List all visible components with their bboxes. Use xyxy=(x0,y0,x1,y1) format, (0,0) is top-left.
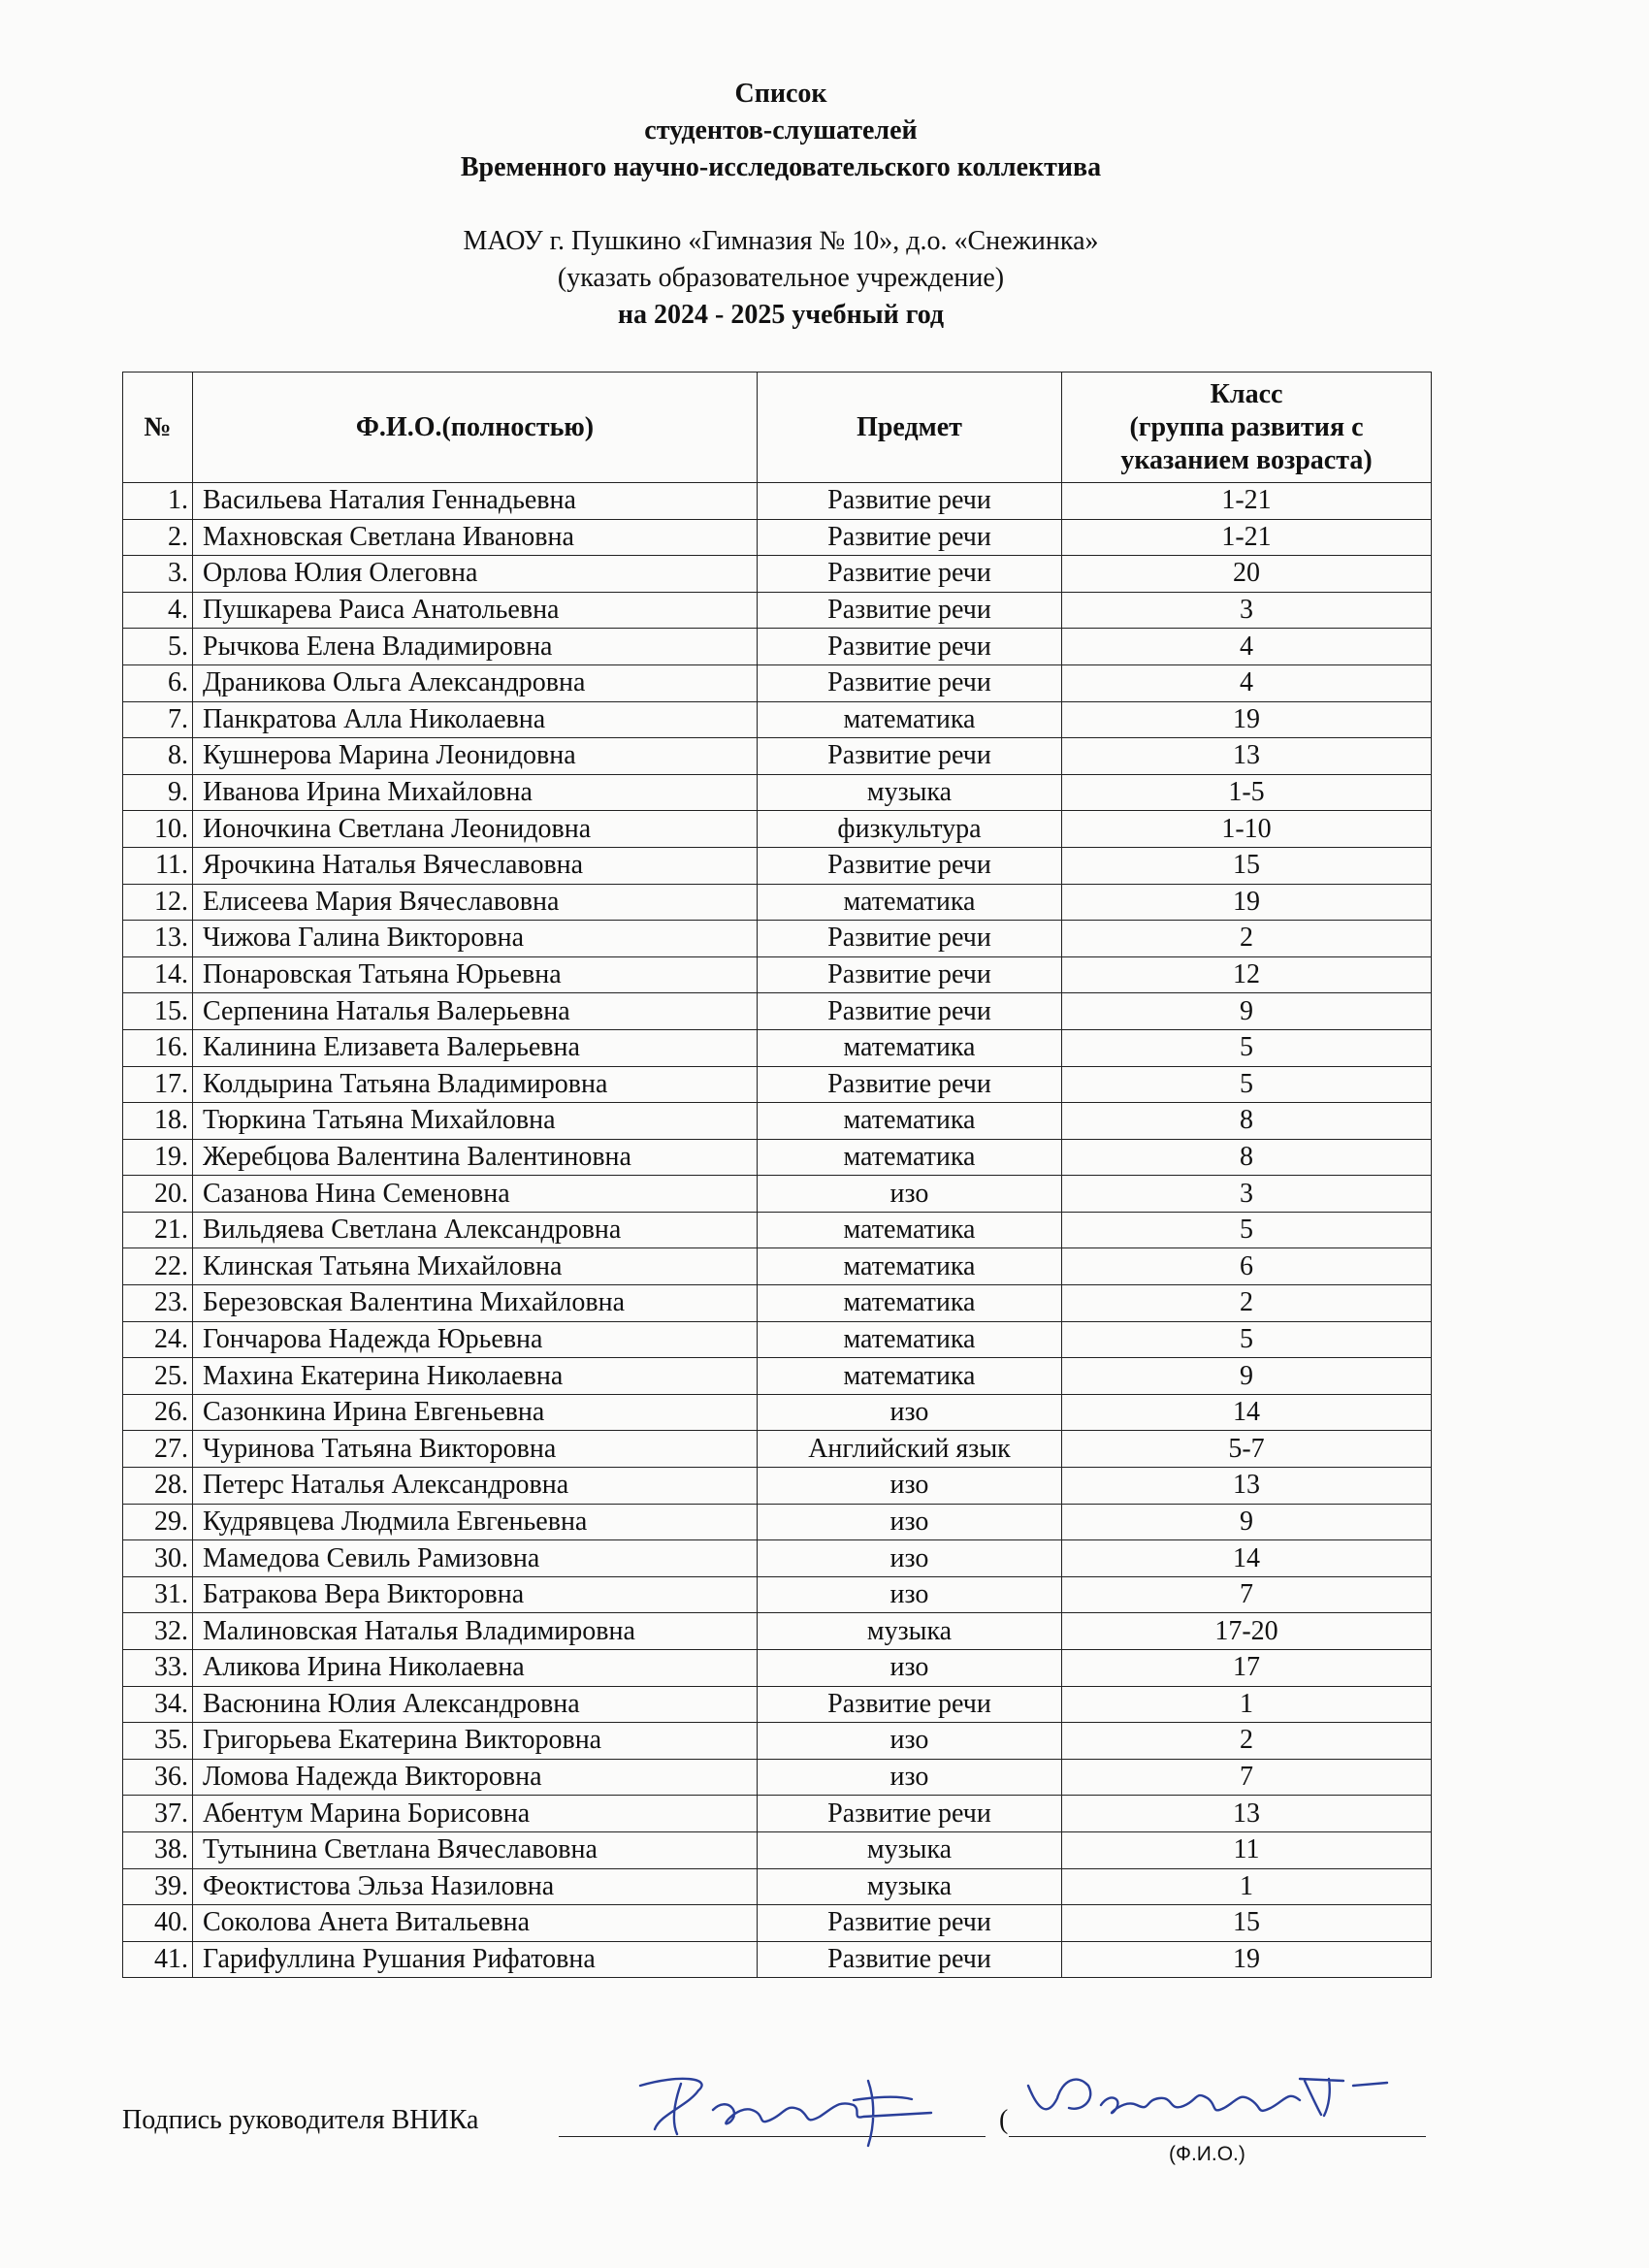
row-number: 40. xyxy=(123,1905,193,1942)
row-class: 14 xyxy=(1062,1540,1432,1577)
row-class: 8 xyxy=(1062,1103,1432,1140)
row-class: 15 xyxy=(1062,847,1432,884)
table-header-row xyxy=(123,373,1432,483)
table-row xyxy=(123,1139,1432,1176)
table-row xyxy=(123,738,1432,775)
row-number: 22. xyxy=(123,1248,193,1285)
row-subject: Развитие речи xyxy=(758,956,1062,993)
row-number: 36. xyxy=(123,1759,193,1796)
handwritten-signature xyxy=(621,2057,951,2154)
row-number: 23. xyxy=(123,1285,193,1322)
table-row xyxy=(123,1103,1432,1140)
row-fullname: Гончарова Надежда Юрьевна xyxy=(193,1321,758,1358)
row-fullname: Григорьева Екатерина Викторовна xyxy=(193,1723,758,1760)
row-fullname: Серпенина Наталья Валерьевна xyxy=(193,993,758,1030)
row-fullname: Махина Екатерина Николаевна xyxy=(193,1358,758,1395)
row-class: 3 xyxy=(1062,1176,1432,1213)
table-row xyxy=(123,1613,1432,1650)
row-number: 28. xyxy=(123,1468,193,1505)
row-subject: математика xyxy=(758,1212,1062,1248)
row-class: 12 xyxy=(1062,956,1432,993)
table-row xyxy=(123,556,1432,593)
table-row xyxy=(123,847,1432,884)
row-subject: изо xyxy=(758,1723,1062,1760)
col-header-class-title: Класс xyxy=(1210,378,1283,409)
row-fullname: Соколова Анета Витальевна xyxy=(193,1905,758,1942)
handwritten-name xyxy=(1009,2061,1426,2139)
row-subject: изо xyxy=(758,1576,1062,1613)
table-row xyxy=(123,993,1432,1030)
row-subject: математика xyxy=(758,1321,1062,1358)
row-fullname: Драникова Ольга Александровна xyxy=(193,664,758,701)
row-number: 4. xyxy=(123,592,193,629)
row-number: 19. xyxy=(123,1139,193,1176)
table-row xyxy=(123,1504,1432,1540)
table-row xyxy=(123,1394,1432,1431)
doc-subtitle-students: студентов-слушателей xyxy=(644,115,918,146)
row-number: 10. xyxy=(123,811,193,848)
table-row xyxy=(123,811,1432,848)
row-subject: изо xyxy=(758,1540,1062,1577)
row-subject: математика xyxy=(758,701,1062,738)
row-number: 6. xyxy=(123,664,193,701)
name-paren: ( xyxy=(999,2105,1009,2135)
row-class: 3 xyxy=(1062,592,1432,629)
row-class: 13 xyxy=(1062,1468,1432,1505)
row-fullname: Малиновская Наталья Владимировна xyxy=(193,1613,758,1650)
row-fullname: Клинская Татьяна Михайловна xyxy=(193,1248,758,1285)
row-subject: изо xyxy=(758,1394,1062,1431)
row-class: 5 xyxy=(1062,1212,1432,1248)
row-subject: математика xyxy=(758,1285,1062,1322)
row-subject: музыка xyxy=(758,1868,1062,1905)
table-row xyxy=(123,483,1432,520)
row-subject: математика xyxy=(758,884,1062,921)
table-row xyxy=(123,1796,1432,1832)
table-row xyxy=(123,1905,1432,1942)
institution-note: (указать образовательное учреждение) xyxy=(557,263,1005,293)
row-subject: Развитие речи xyxy=(758,1796,1062,1832)
row-number: 34. xyxy=(123,1686,193,1723)
row-fullname: Аликова Ирина Николаевна xyxy=(193,1650,758,1687)
row-subject: математика xyxy=(758,1029,1062,1066)
row-fullname: Ломова Надежда Викторовна xyxy=(193,1759,758,1796)
table-row xyxy=(123,1831,1432,1868)
academic-year: на 2024 - 2025 учебный год xyxy=(617,300,945,330)
row-subject: музыка xyxy=(758,1831,1062,1868)
table-row xyxy=(123,1285,1432,1322)
row-fullname: Иванова Ирина Михайловна xyxy=(193,774,758,811)
row-class: 2 xyxy=(1062,921,1432,957)
table-row xyxy=(123,1650,1432,1687)
row-number: 16. xyxy=(123,1029,193,1066)
row-number: 15. xyxy=(123,993,193,1030)
row-number: 5. xyxy=(123,629,193,665)
table-row xyxy=(123,1868,1432,1905)
row-class: 1-10 xyxy=(1062,811,1432,848)
row-fullname: Ярочкина Наталья Вячеславовна xyxy=(193,847,758,884)
row-subject: Развитие речи xyxy=(758,1066,1062,1103)
row-class: 9 xyxy=(1062,993,1432,1030)
table-row xyxy=(123,701,1432,738)
table-row xyxy=(123,774,1432,811)
row-number: 25. xyxy=(123,1358,193,1395)
row-subject: изо xyxy=(758,1759,1062,1796)
row-number: 7. xyxy=(123,701,193,738)
row-class: 15 xyxy=(1062,1905,1432,1942)
row-subject: изо xyxy=(758,1650,1062,1687)
row-class: 19 xyxy=(1062,884,1432,921)
row-fullname: Кудрявцева Людмила Евгеньевна xyxy=(193,1504,758,1540)
row-class: 5-7 xyxy=(1062,1431,1432,1468)
table-row xyxy=(123,1176,1432,1213)
row-fullname: Абентум Марина Борисовна xyxy=(193,1796,758,1832)
row-fullname: Рычкова Елена Владимировна xyxy=(193,629,758,665)
row-number: 29. xyxy=(123,1504,193,1540)
row-subject: математика xyxy=(758,1358,1062,1395)
row-number: 31. xyxy=(123,1576,193,1613)
col-header-subject: Предмет xyxy=(758,373,1062,483)
row-class: 5 xyxy=(1062,1029,1432,1066)
row-class: 4 xyxy=(1062,664,1432,701)
row-fullname: Елисеева Мария Вячеславовна xyxy=(193,884,758,921)
row-class: 19 xyxy=(1062,701,1432,738)
row-class: 1-21 xyxy=(1062,483,1432,520)
table-row xyxy=(123,1540,1432,1577)
row-fullname: Березовская Валентина Михайловна xyxy=(193,1285,758,1322)
row-class: 17-20 xyxy=(1062,1613,1432,1650)
col-header-fullname: Ф.И.О.(полностью) xyxy=(193,373,758,483)
table-row xyxy=(123,629,1432,665)
row-fullname: Чуринова Татьяна Викторовна xyxy=(193,1431,758,1468)
row-fullname: Вильдяева Светлана Александровна xyxy=(193,1212,758,1248)
table-row xyxy=(123,1358,1432,1395)
row-subject: Английский язык xyxy=(758,1431,1062,1468)
row-subject: физкультура xyxy=(758,811,1062,848)
table-row xyxy=(123,1468,1432,1505)
table-row xyxy=(123,1248,1432,1285)
row-class: 7 xyxy=(1062,1759,1432,1796)
table-row xyxy=(123,1941,1432,1978)
row-number: 17. xyxy=(123,1066,193,1103)
row-fullname: Калинина Елизавета Валерьевна xyxy=(193,1029,758,1066)
row-number: 35. xyxy=(123,1723,193,1760)
row-class: 8 xyxy=(1062,1139,1432,1176)
row-fullname: Тутынина Светлана Вячеславовна xyxy=(193,1831,758,1868)
row-class: 2 xyxy=(1062,1285,1432,1322)
row-number: 2. xyxy=(123,519,193,556)
row-subject: Развитие речи xyxy=(758,1905,1062,1942)
row-class: 17 xyxy=(1062,1650,1432,1687)
row-class: 19 xyxy=(1062,1941,1432,1978)
row-subject: музыка xyxy=(758,1613,1062,1650)
row-number: 32. xyxy=(123,1613,193,1650)
row-fullname: Сазанова Нина Семеновна xyxy=(193,1176,758,1213)
row-subject: математика xyxy=(758,1103,1062,1140)
row-subject: Развитие речи xyxy=(758,847,1062,884)
row-fullname: Чижова Галина Викторовна xyxy=(193,921,758,957)
row-number: 37. xyxy=(123,1796,193,1832)
row-class: 11 xyxy=(1062,1831,1432,1868)
table-row xyxy=(123,1576,1432,1613)
table-row xyxy=(123,1066,1432,1103)
row-fullname: Гарифуллина Рушания Рифатовна xyxy=(193,1941,758,1978)
row-subject: изо xyxy=(758,1504,1062,1540)
table-row xyxy=(123,884,1432,921)
row-fullname: Понаровская Татьяна Юрьевна xyxy=(193,956,758,993)
row-class: 4 xyxy=(1062,629,1432,665)
col-header-number: № xyxy=(123,373,193,483)
row-fullname: Махновская Светлана Ивановна xyxy=(193,519,758,556)
row-subject: Развитие речи xyxy=(758,1686,1062,1723)
row-class: 1 xyxy=(1062,1686,1432,1723)
table-body xyxy=(123,483,1432,1978)
row-number: 13. xyxy=(123,921,193,957)
signature-label: Подпись руководителя ВНИКа xyxy=(122,2105,479,2135)
row-subject: Развитие речи xyxy=(758,993,1062,1030)
row-number: 39. xyxy=(123,1868,193,1905)
row-class: 14 xyxy=(1062,1394,1432,1431)
row-fullname: Петерс Наталья Александровна xyxy=(193,1468,758,1505)
table-row xyxy=(123,592,1432,629)
row-subject: Развитие речи xyxy=(758,519,1062,556)
table-row xyxy=(123,519,1432,556)
name-caption: (Ф.И.О.) xyxy=(1169,2143,1245,2165)
row-class: 5 xyxy=(1062,1321,1432,1358)
row-number: 24. xyxy=(123,1321,193,1358)
row-number: 9. xyxy=(123,774,193,811)
row-fullname: Ионочкина Светлана Леонидовна xyxy=(193,811,758,848)
row-number: 30. xyxy=(123,1540,193,1577)
row-subject: Развитие речи xyxy=(758,1941,1062,1978)
table-row xyxy=(123,1431,1432,1468)
document-header xyxy=(0,76,1562,334)
col-header-class xyxy=(1062,373,1432,483)
row-class: 5 xyxy=(1062,1066,1432,1103)
row-class: 1-5 xyxy=(1062,774,1432,811)
row-subject: Развитие речи xyxy=(758,738,1062,775)
row-fullname: Пушкарева Раиса Анатольевна xyxy=(193,592,758,629)
row-fullname: Феоктистова Эльза Назиловна xyxy=(193,1868,758,1905)
row-subject: Развитие речи xyxy=(758,592,1062,629)
row-class: 9 xyxy=(1062,1504,1432,1540)
row-number: 1. xyxy=(123,483,193,520)
table-row xyxy=(123,1686,1432,1723)
row-fullname: Батракова Вера Викторовна xyxy=(193,1576,758,1613)
table-row xyxy=(123,664,1432,701)
row-subject: Развитие речи xyxy=(758,664,1062,701)
table-row xyxy=(123,1759,1432,1796)
table-row xyxy=(123,1723,1432,1760)
row-number: 11. xyxy=(123,847,193,884)
row-subject: Развитие речи xyxy=(758,483,1062,520)
row-class: 2 xyxy=(1062,1723,1432,1760)
row-subject: изо xyxy=(758,1176,1062,1213)
row-number: 41. xyxy=(123,1941,193,1978)
table-row xyxy=(123,1321,1432,1358)
row-number: 20. xyxy=(123,1176,193,1213)
row-number: 21. xyxy=(123,1212,193,1248)
table-row xyxy=(123,1029,1432,1066)
row-subject: Развитие речи xyxy=(758,921,1062,957)
row-fullname: Сазонкина Ирина Евгеньевна xyxy=(193,1394,758,1431)
row-fullname: Жеребцова Валентина Валентиновна xyxy=(193,1139,758,1176)
row-fullname: Орлова Юлия Олеговна xyxy=(193,556,758,593)
row-class: 7 xyxy=(1062,1576,1432,1613)
row-number: 12. xyxy=(123,884,193,921)
row-fullname: Тюркина Татьяна Михайловна xyxy=(193,1103,758,1140)
row-fullname: Кушнерова Марина Леонидовна xyxy=(193,738,758,775)
row-class: 13 xyxy=(1062,1796,1432,1832)
row-subject: математика xyxy=(758,1139,1062,1176)
row-class: 9 xyxy=(1062,1358,1432,1395)
row-class: 1 xyxy=(1062,1868,1432,1905)
row-subject: математика xyxy=(758,1248,1062,1285)
row-number: 14. xyxy=(123,956,193,993)
row-class: 13 xyxy=(1062,738,1432,775)
row-number: 38. xyxy=(123,1831,193,1868)
students-table xyxy=(122,372,1432,1978)
row-number: 3. xyxy=(123,556,193,593)
row-fullname: Васюнина Юлия Александровна xyxy=(193,1686,758,1723)
row-class: 6 xyxy=(1062,1248,1432,1285)
row-fullname: Панкратова Алла Николаевна xyxy=(193,701,758,738)
row-fullname: Колдырина Татьяна Владимировна xyxy=(193,1066,758,1103)
institution-name: МАОУ г. Пушкино «Гимназия № 10», д.о. «Снежинка» xyxy=(463,226,1099,256)
table-row xyxy=(123,921,1432,957)
row-subject: Развитие речи xyxy=(758,629,1062,665)
doc-subtitle-collective: Временного научно-исследовательского коллектива xyxy=(460,152,1102,182)
doc-title: Список xyxy=(734,79,827,109)
row-fullname: Мамедова Севиль Рамизовна xyxy=(193,1540,758,1577)
row-number: 18. xyxy=(123,1103,193,1140)
row-subject: Развитие речи xyxy=(758,556,1062,593)
row-fullname: Васильева Наталия Геннадьевна xyxy=(193,483,758,520)
col-header-class-note1: (группа развития с xyxy=(1129,411,1364,442)
table-row xyxy=(123,1212,1432,1248)
row-number: 26. xyxy=(123,1394,193,1431)
row-class: 1-21 xyxy=(1062,519,1432,556)
row-subject: музыка xyxy=(758,774,1062,811)
row-number: 27. xyxy=(123,1431,193,1468)
row-number: 33. xyxy=(123,1650,193,1687)
col-header-class-note2: указанием возраста) xyxy=(1120,444,1373,475)
table-row xyxy=(123,956,1432,993)
row-subject: изо xyxy=(758,1468,1062,1505)
row-number: 8. xyxy=(123,738,193,775)
row-class: 20 xyxy=(1062,556,1432,593)
